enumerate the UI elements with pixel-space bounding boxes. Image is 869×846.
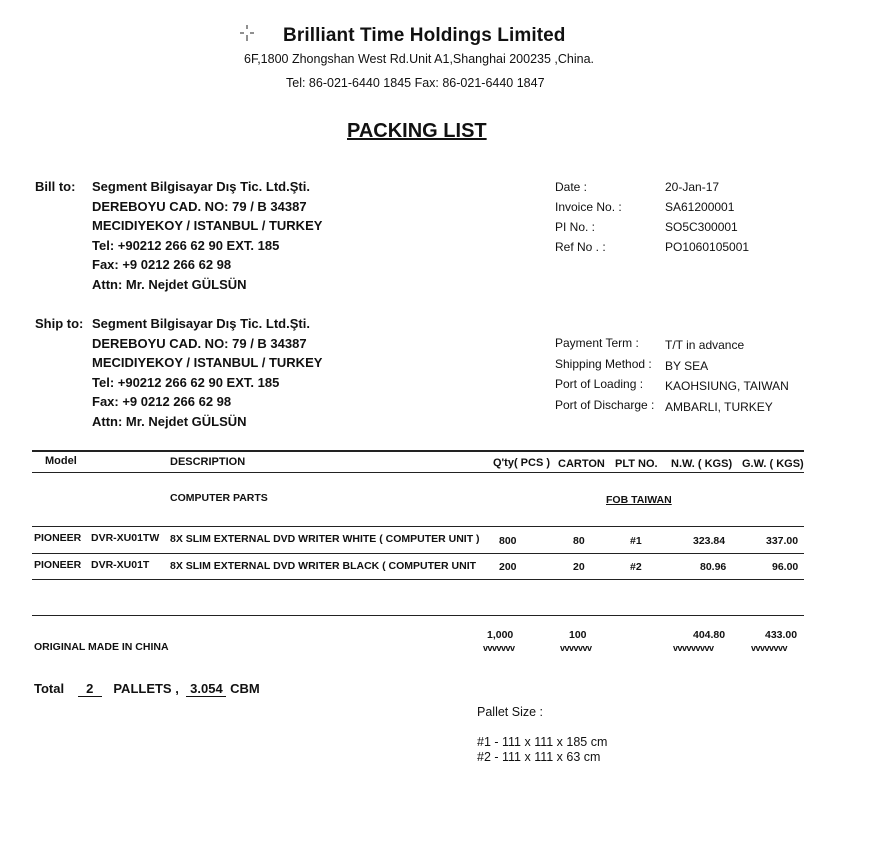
bill-to-line: Tel: +90212 266 62 90 EXT. 185 xyxy=(92,237,280,253)
bill-to-line: MECIDIYEKOY / ISTANBUL / TURKEY xyxy=(92,218,323,233)
cell-plt: #1 xyxy=(630,535,642,547)
col-header-description: DESCRIPTION xyxy=(170,456,246,468)
invoice-number: SA61200001 xyxy=(665,200,735,214)
pallets-label: PALLETS , xyxy=(113,681,179,696)
pallet-size-label: Pallet Size : xyxy=(477,705,544,719)
company-logo-icon xyxy=(238,24,256,42)
row-rule xyxy=(32,526,804,527)
pi-number: SO5C300001 xyxy=(665,220,738,234)
trade-terms: FOB TAIWAN xyxy=(606,494,672,506)
total-nw-mark: vvvvvvvvv xyxy=(673,643,714,653)
cell-gw: 337.00 xyxy=(766,535,799,547)
total-prefix: Total xyxy=(34,681,65,696)
cell-description: 8X SLIM EXTERNAL DVD WRITER BLACK ( COMPUTER UNIT xyxy=(170,560,477,572)
total-carton-mark: vvvvvvv xyxy=(560,643,592,653)
total-summary xyxy=(34,681,260,697)
row-rule xyxy=(32,579,804,580)
col-header-nw: N.W. ( KGS) xyxy=(671,458,733,470)
pallet-size-item: #2 - 111 x 111 x 63 cm xyxy=(477,750,601,764)
cell-qty: 800 xyxy=(499,535,517,547)
total-qty-mark: vvvvvvv xyxy=(483,643,515,653)
document-title: PACKING LIST xyxy=(347,120,487,142)
col-header-model: Model xyxy=(45,455,77,467)
cell-brand: PIONEER xyxy=(34,559,82,571)
ship-to-line: DEREBOYU CAD. NO: 79 / B 34387 xyxy=(92,335,307,351)
meta-label: Shipping Method : xyxy=(555,356,652,371)
section-title: COMPUTER PARTS xyxy=(170,492,268,504)
totals-top-rule xyxy=(32,615,804,616)
cbm-value: 3.054 xyxy=(186,682,226,697)
invoice-meta-values xyxy=(665,177,749,257)
shipping-meta-values xyxy=(665,335,789,417)
company-name: Brilliant Time Holdings Limited xyxy=(283,25,566,46)
total-gw-mark: vvvvvvvv xyxy=(751,643,788,653)
total-nw: 404.80 xyxy=(693,629,726,641)
cell-carton: 20 xyxy=(573,561,585,573)
cell-plt: #2 xyxy=(630,561,642,573)
col-header-gw: G.W. ( KGS) xyxy=(742,458,804,470)
origin-note: ORIGINAL MADE IN CHINA xyxy=(34,641,169,653)
meta-label: Port of Discharge : xyxy=(555,397,655,412)
total-carton: 100 xyxy=(569,629,587,641)
cell-model: DVR-XU01TW xyxy=(91,532,160,544)
table-top-rule xyxy=(32,450,804,452)
bill-to-block xyxy=(92,177,322,294)
cell-gw: 96.00 xyxy=(772,561,799,573)
company-address: 6F,1800 Zhongshan West Rd.Unit A1,Shanghai 200235 ,China. xyxy=(244,52,595,66)
row-rule xyxy=(32,553,804,554)
header-bottom-rule xyxy=(32,472,804,473)
port-of-discharge: AMBARLI, TURKEY xyxy=(665,399,773,414)
meta-label: Date : xyxy=(555,180,588,194)
bill-to-line: Fax: +9 0212 266 62 98 xyxy=(92,257,232,272)
ship-to-label: Ship to: xyxy=(35,316,84,331)
cell-carton: 80 xyxy=(573,535,585,547)
cell-model: DVR-XU01T xyxy=(91,559,150,571)
ship-to-block xyxy=(92,314,322,431)
meta-label: Port of Loading : xyxy=(555,377,644,391)
total-qty: 1,000 xyxy=(487,629,514,641)
port-of-loading: KAOHSIUNG, TAIWAN xyxy=(665,379,789,393)
shipping-method: BY SEA xyxy=(665,358,709,373)
cell-nw: 323.84 xyxy=(693,535,726,547)
meta-label: Payment Term : xyxy=(555,336,639,350)
cell-brand: PIONEER xyxy=(34,532,82,544)
shipping-meta-labels xyxy=(555,333,654,415)
col-header-plt: PLT NO. xyxy=(615,458,658,470)
cell-qty: 200 xyxy=(499,561,517,573)
pallets-count: 2 xyxy=(78,682,102,697)
invoice-date: 20-Jan-17 xyxy=(665,180,720,194)
cell-description: 8X SLIM EXTERNAL DVD WRITER WHITE ( COMPUTER UNIT ) xyxy=(170,533,480,545)
ship-to-line: Segment Bilgisayar Dış Tic. Ltd.Şti. xyxy=(92,316,310,331)
invoice-meta-labels xyxy=(555,177,622,257)
ship-to-line: Attn: Mr. Nejdet GÜLSÜN xyxy=(92,413,247,429)
bill-to-label: Bill to: xyxy=(35,179,76,194)
col-header-carton: CARTON xyxy=(558,458,605,470)
bill-to-line: DEREBOYU CAD. NO: 79 / B 34387 xyxy=(92,198,307,214)
meta-label: Invoice No. : xyxy=(555,200,622,214)
cbm-label: CBM xyxy=(230,681,260,696)
cell-nw: 80.96 xyxy=(700,561,727,573)
bill-to-line: Segment Bilgisayar Dış Tic. Ltd.Şti. xyxy=(92,179,310,194)
ref-number: PO1060105001 xyxy=(665,240,750,254)
ship-to-line: Tel: +90212 266 62 90 EXT. 185 xyxy=(92,374,280,390)
pallet-size-item: #1 - 111 x 111 x 185 cm xyxy=(477,735,608,749)
total-gw: 433.00 xyxy=(765,629,798,641)
payment-term: T/T in advance xyxy=(665,338,745,352)
pallet-size-list xyxy=(477,735,607,765)
ship-to-line: MECIDIYEKOY / ISTANBUL / TURKEY xyxy=(92,355,323,370)
bill-to-line: Attn: Mr. Nejdet GÜLSÜN xyxy=(92,276,247,292)
company-contact: Tel: 86-021-6440 1845 Fax: 86-021-6440 1847 xyxy=(286,76,545,90)
meta-label: PI No. : xyxy=(555,220,596,234)
ship-to-line: Fax: +9 0212 266 62 98 xyxy=(92,394,232,409)
meta-label: Ref No . : xyxy=(555,240,606,254)
col-header-qty: Q'ty( PCS ) xyxy=(493,457,551,469)
